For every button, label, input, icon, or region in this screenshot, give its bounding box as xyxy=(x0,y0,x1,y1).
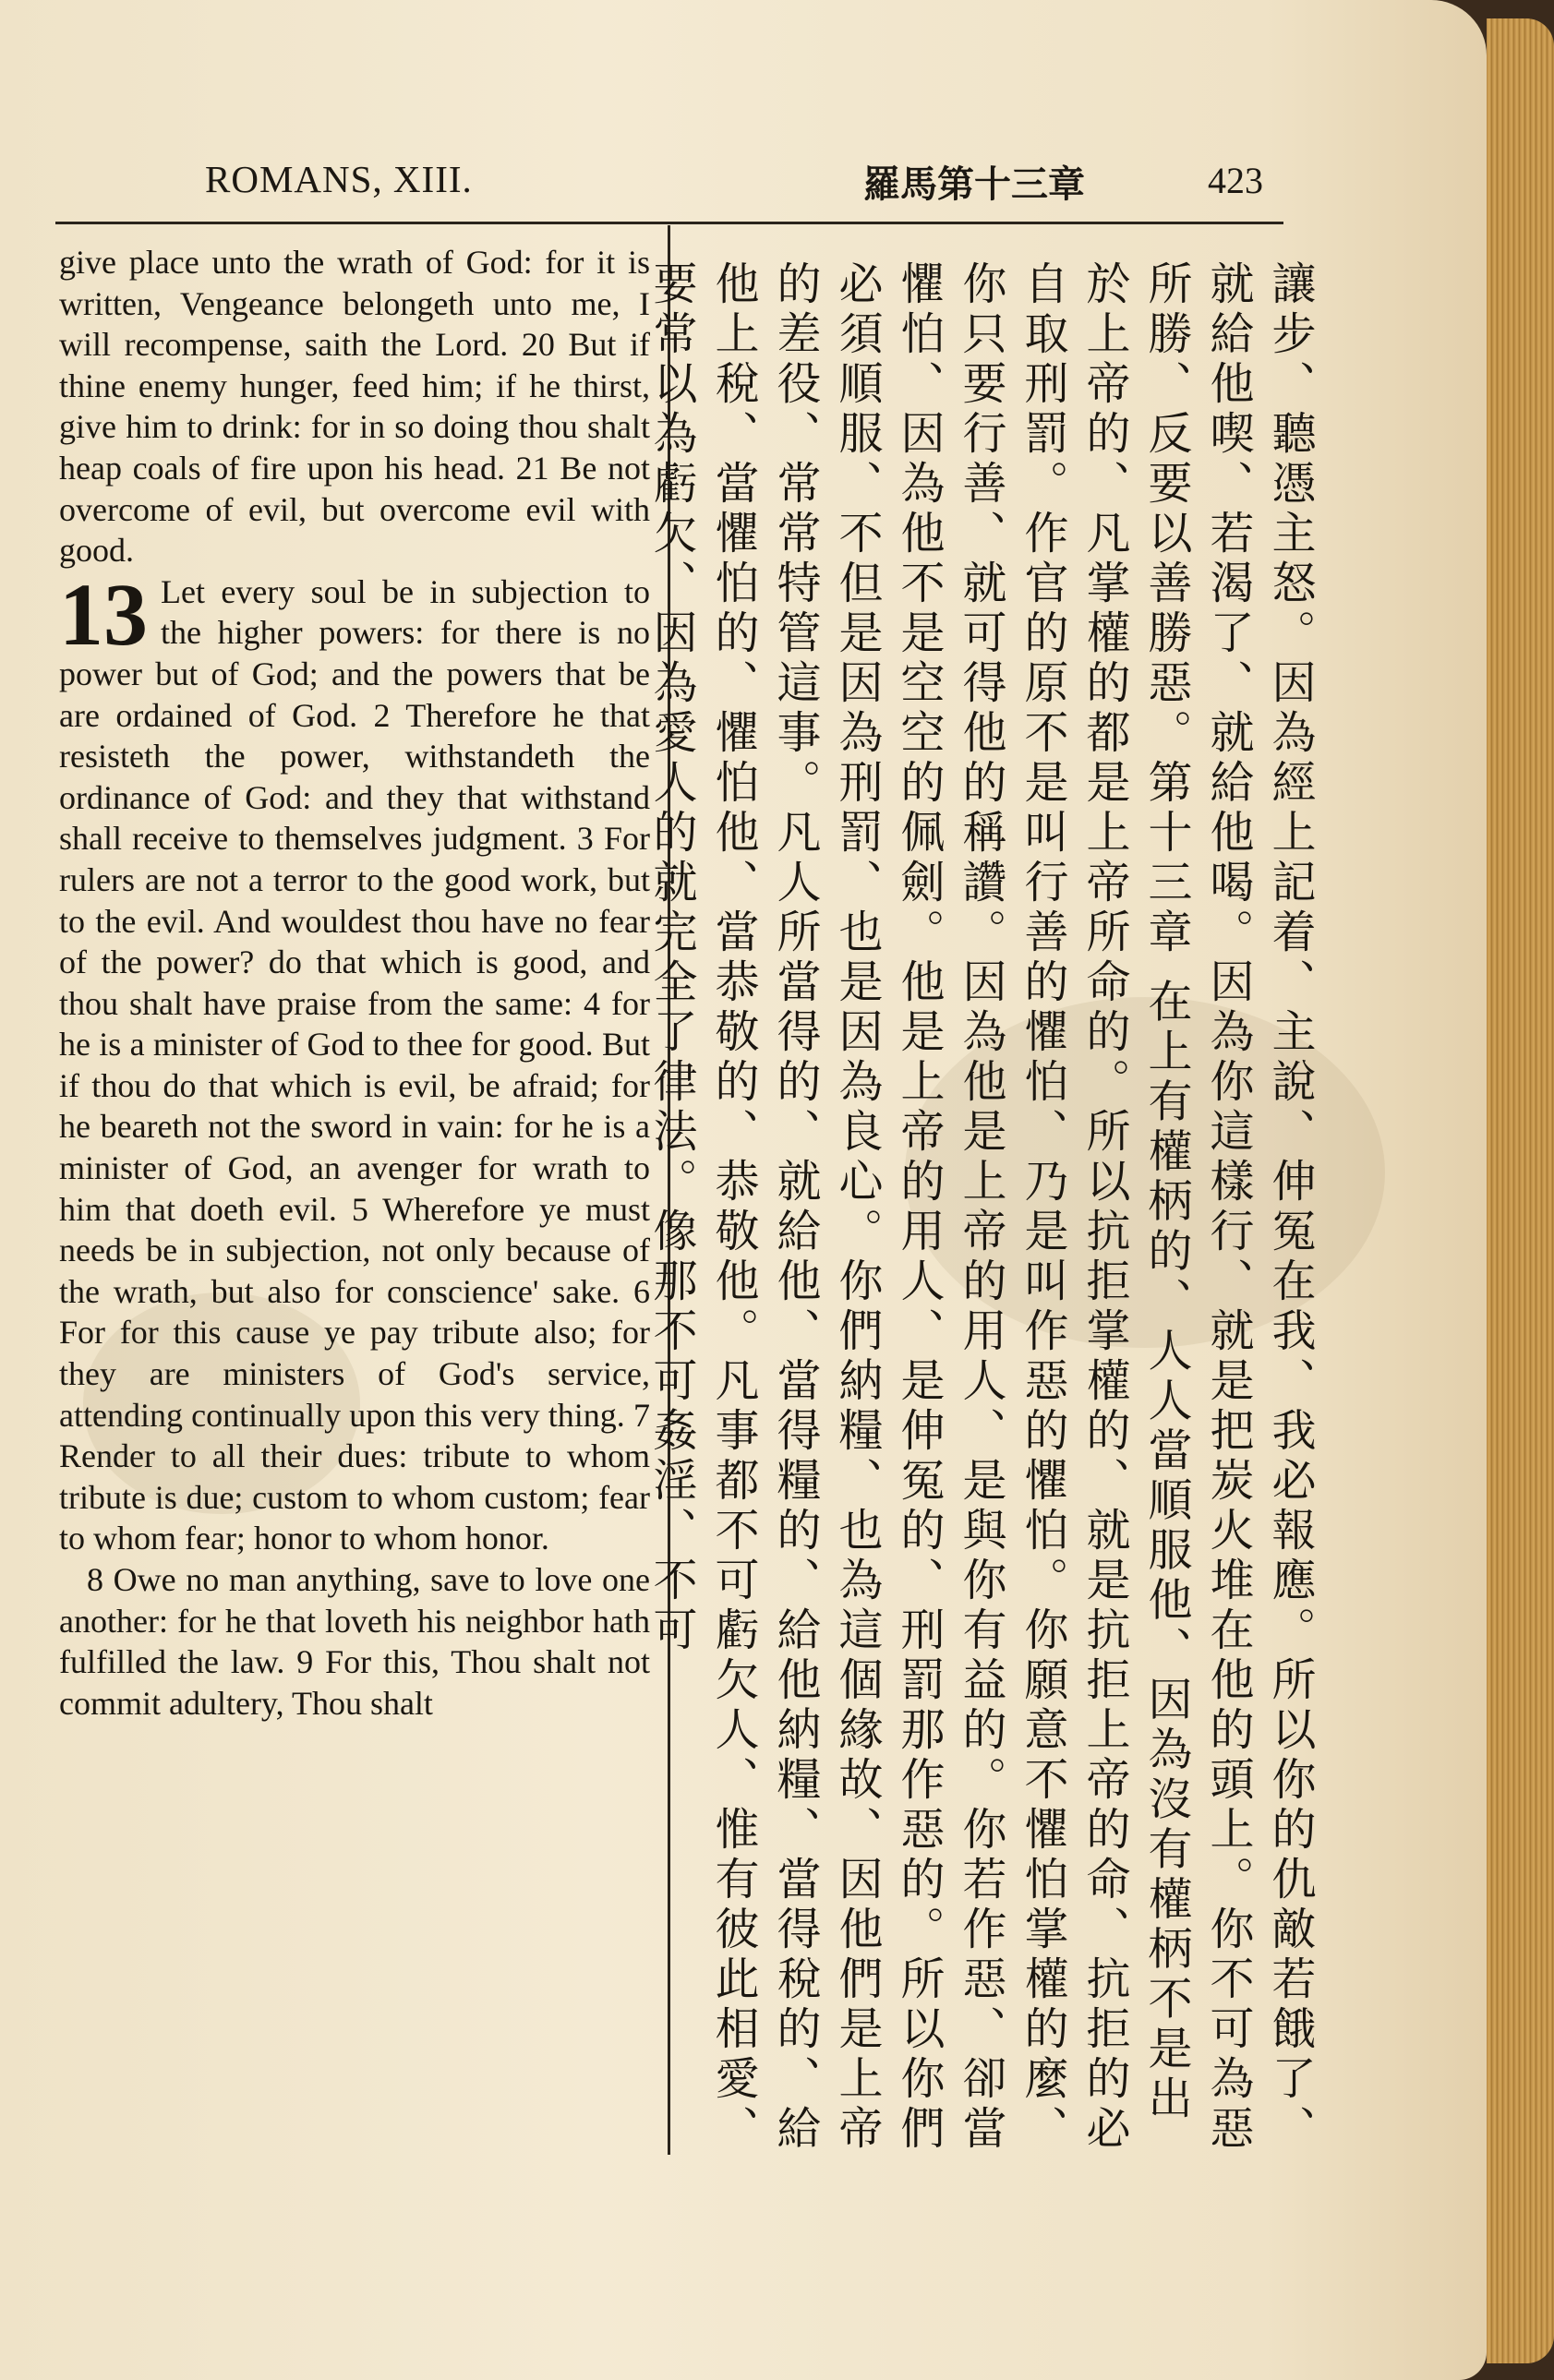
header-rule xyxy=(55,222,1283,224)
verse-continuation: give place unto the wrath of God: for it is written, Vengeance belongeth unto me, I will recompense, saith the Lord. 20 But if thine enemy hunger, feed him; if he thirst, give him to drink: for in so doing thou shalt heap coals of fire upon his head. 21 Be not overcome of evil, but overcome evil with good. xyxy=(59,244,650,570)
chinese-column xyxy=(645,260,1320,2162)
chapter-13-paragraph xyxy=(59,564,650,1559)
running-head-english: ROMANS, XIII. xyxy=(205,158,473,200)
chapter-number: 13 xyxy=(59,564,148,664)
verse-8-paragraph: 8 Owe no man anything, save to love one another: for he that loveth his neighbor hath fulfilled the law. 9 For this, Thou shalt not commit adultery, Thou shalt xyxy=(59,1561,650,1722)
chinese-text: 讓步、聽憑主怒。因為經上記着、主說、伸冤在我、我必報應。所以你的仇敵若餓了、就給他喫、若渴了、就給他喝。因為你這樣行、就是把炭火堆在他的頭上。你不可為惡所勝、反要以善勝惡。第十三章 在上有權柄的、人人當順服他、因為沒有權柄不是出於上帝的、凡掌權的都是上帝所命的。所以抗拒掌權的、就是抗拒上帝的命、抗拒的必自取刑罰。作官的原不是叫行善的懼怕、乃是叫作惡的懼怕。你願意不懼怕掌權的麼、你只要行善、就可得他的稱讚。因為他是上帝的用人、是與你有益的。你若作惡、卻當懼怕、因為他不是空空的佩劍。他是上帝的用人、是伸冤的、刑罰那作惡的。所以你們必須順服、不但是因為刑罰、也是因為良心。你們納糧、也為這個緣故、因他們是上帝的差役、常常特管這事。凡人所當得的、就給他、當得糧的、給他納糧、當得稅的、給他上稅、當懼怕的、懼怕他、當恭敬的、恭敬他。凡事都不可虧欠人、惟有彼此相愛、要常以為虧欠、因為愛人的就完全了律法。像那不可姦淫、不可 xyxy=(645,260,1316,2155)
chapter-13-text: Let every soul be in subjection to the higher powers: for there is no power but of God; and the powers that be are ordained of God. 2 Therefore he that resisteth the power, withstandeth the ordinance of God: and they that withstand shall receive to themselves judgment. 3 For rulers are not a terror to the good work, but to the evil. And wouldest thou have no fear of the power? do that which is good, and thou shalt have praise from the same: 4 for he is a minister of God to thee for good. But if thou do that which is evil, be afraid; for he beareth not the sword in vain: for he is a minister of God, an avenger for wrath to him that doeth evil. 5 Wherefore ye must needs be in subjection, not only because of the wrath, but also for conscience' sake. 6 For for this cause ye pay tribute also; for they are ministers of God's service, attending continually upon this very thing. 7 Render to all their dues: tribute to whom tribute is due; custom to whom custom; fear to whom fear; honor to whom honor. xyxy=(59,572,650,1557)
page-number: 423 xyxy=(1208,160,1263,201)
english-column xyxy=(59,242,650,1724)
running-head-chinese: 羅馬第十三章 xyxy=(863,163,1085,206)
page-edges xyxy=(1487,18,1554,2363)
